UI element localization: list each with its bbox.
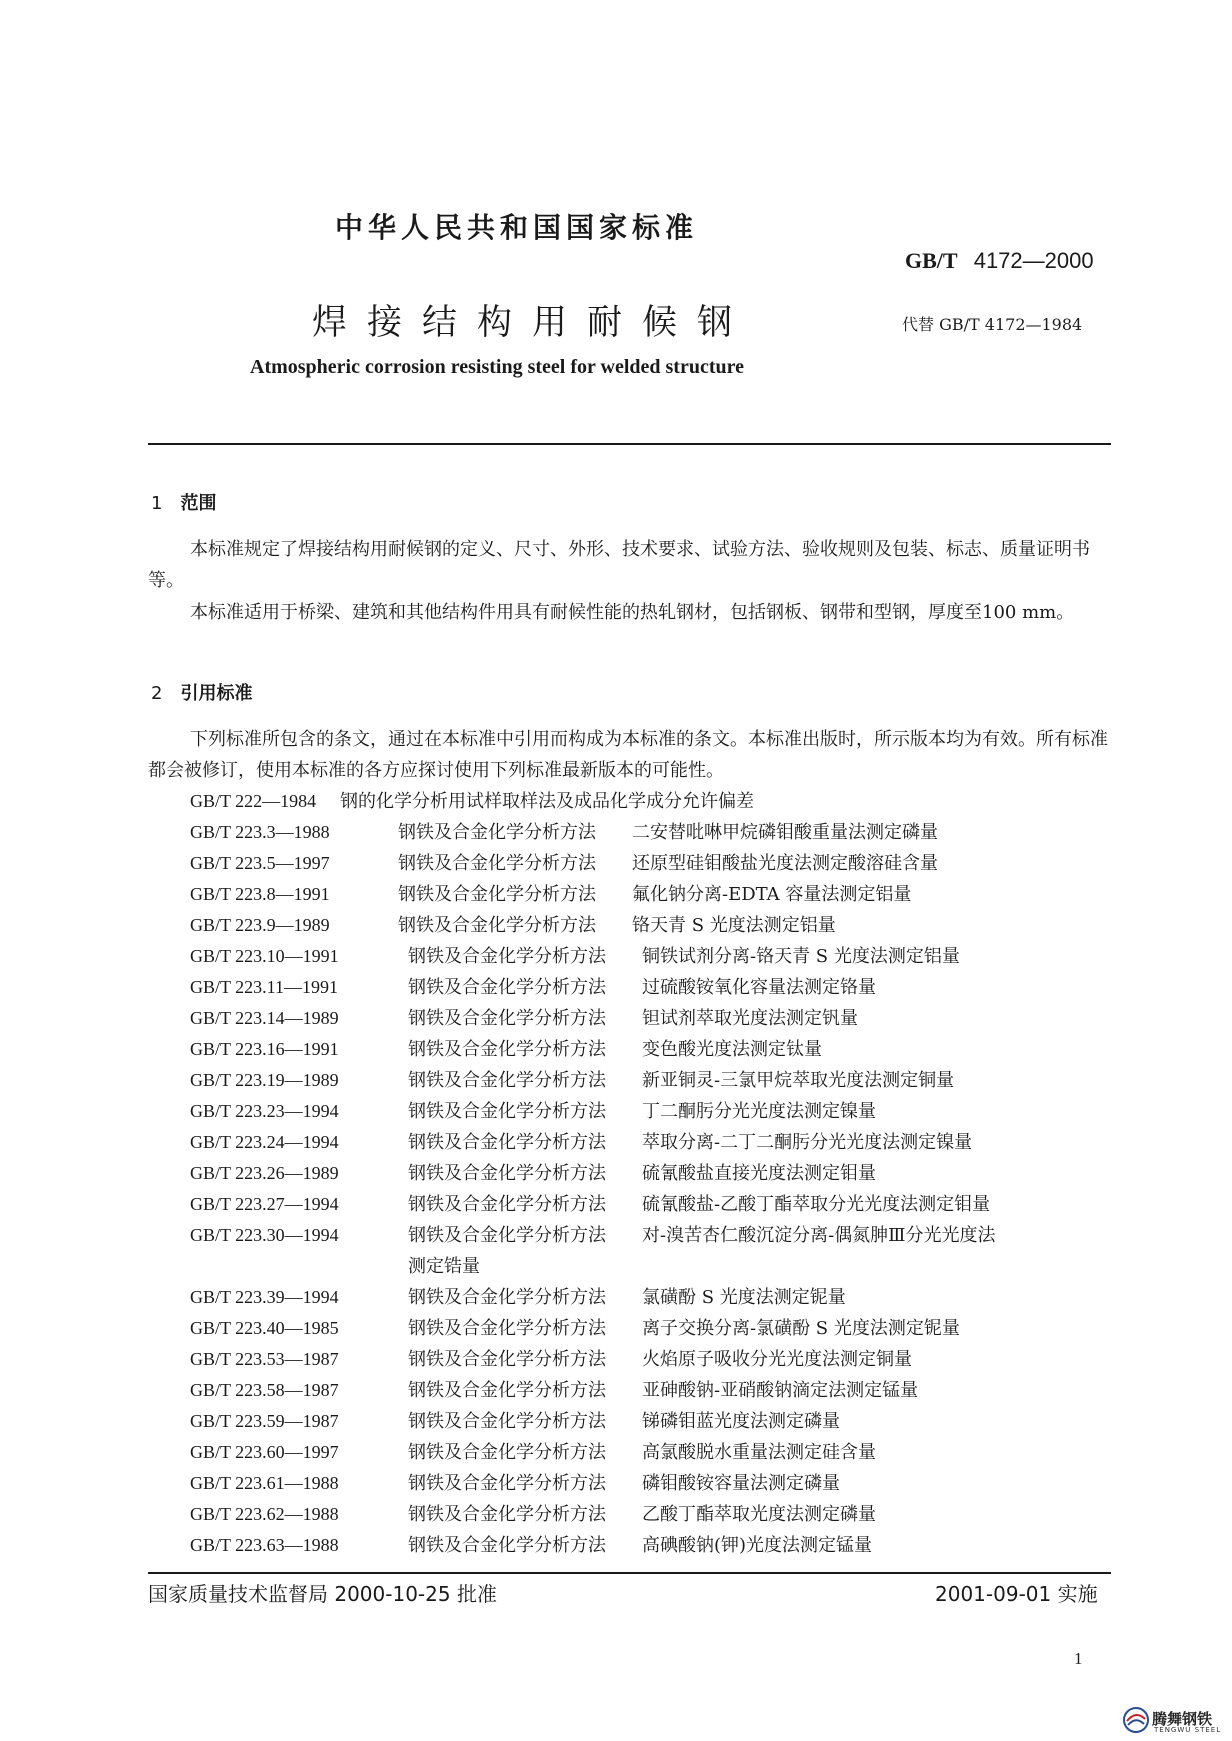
reference-category: 钢铁及合金化学分析方法 <box>408 1349 606 1370</box>
reference-method: 对-溴苦杏仁酸沉淀分离-偶氮胂Ⅲ分光光度法 <box>642 1225 996 1246</box>
reference-method: 铬天青 S 光度法测定铝量 <box>632 915 836 936</box>
reference-method: 新亚铜灵-三氯甲烷萃取光度法测定铜量 <box>642 1070 955 1091</box>
reference-item <box>190 1313 1110 1344</box>
logo-name-en: TENGWU STEEL <box>1154 1726 1222 1734</box>
reference-item <box>190 879 1110 910</box>
page-number: 1 <box>1074 1649 1083 1668</box>
reference-method: 氟化钠分离-EDTA 容量法测定铝量 <box>632 884 912 905</box>
reference-code: GB/T 223.60—1997 <box>190 1442 339 1462</box>
footer-divider <box>148 1572 1111 1574</box>
reference-method: 还原型硅钼酸盐光度法测定酸溶硅含量 <box>632 853 938 874</box>
reference-category: 钢铁及合金化学分析方法 <box>408 1101 606 1122</box>
reference-item <box>190 941 1110 972</box>
reference-item <box>190 972 1110 1003</box>
standard-number <box>905 248 1094 274</box>
reference-method: 铜铁试剂分离-铬天青 S 光度法测定铝量 <box>642 946 960 967</box>
reference-category: 钢铁及合金化学分析方法 <box>398 822 596 843</box>
reference-category: 钢铁及合金化学分析方法 <box>398 853 596 874</box>
reference-category: 钢的化学分析用试样取样法及成品化学成分允许偏差 <box>340 791 754 812</box>
reference-item <box>190 1158 1110 1189</box>
publisher-logo <box>1122 1706 1227 1736</box>
reference-method: 丁二酮肟分光光度法测定镍量 <box>642 1101 876 1122</box>
reference-method: 离子交换分离-氯磺酚 S 光度法测定铌量 <box>642 1318 960 1339</box>
reference-code: GB/T 223.11—1991 <box>190 977 339 997</box>
reference-code: GB/T 223.19—1989 <box>190 1070 339 1090</box>
document-title-en: Atmospheric corrosion resisting steel for welded structure <box>250 356 744 378</box>
section-number: 1 <box>151 493 163 514</box>
reference-method: 硫氰酸盐-乙酸丁酯萃取分光光度法测定钼量 <box>642 1194 991 1215</box>
reference-method: 高氯酸脱水重量法测定硅含量 <box>642 1442 876 1463</box>
reference-item <box>190 1406 1110 1437</box>
reference-code: GB/T 223.27—1994 <box>190 1194 339 1214</box>
reference-item <box>190 848 1110 879</box>
reference-category: 钢铁及合金化学分析方法 <box>408 1163 606 1184</box>
reference-code: GB/T 223.10—1991 <box>190 946 339 966</box>
reference-method: 氯磺酚 S 光度法测定铌量 <box>642 1287 846 1308</box>
reference-method: 火焰原子吸收分光光度法测定铜量 <box>642 1349 912 1370</box>
reference-continuation: 测定锆量 <box>408 1256 480 1277</box>
reference-item <box>190 1344 1110 1375</box>
reference-category: 钢铁及合金化学分析方法 <box>408 1318 606 1339</box>
reference-item <box>190 910 1110 941</box>
reference-code: GB/T 223.53—1987 <box>190 1349 339 1369</box>
reference-method: 锑磷钼蓝光度法测定磷量 <box>642 1411 840 1432</box>
reference-item <box>190 1499 1110 1530</box>
approval-note: 国家质量技术监督局 2000-10-25 批准 <box>148 1582 497 1606</box>
reference-item <box>190 1096 1110 1127</box>
reference-method: 二安替吡啉甲烷磷钼酸重量法测定磷量 <box>632 822 938 843</box>
reference-item <box>190 1065 1110 1096</box>
section-title: 范围 <box>180 493 217 514</box>
reference-method: 乙酸丁酯萃取光度法测定磷量 <box>642 1504 876 1525</box>
section-number: 2 <box>151 683 163 704</box>
reference-category: 钢铁及合金化学分析方法 <box>408 1504 606 1525</box>
reference-category: 钢铁及合金化学分析方法 <box>408 1442 606 1463</box>
reference-category: 钢铁及合金化学分析方法 <box>408 1473 606 1494</box>
national-standard-heading: 中华人民共和国国家标准 <box>335 211 699 244</box>
reference-item <box>190 1375 1110 1406</box>
reference-method: 高碘酸钠(钾)光度法测定锰量 <box>642 1535 873 1556</box>
header-divider <box>148 443 1111 445</box>
reference-method: 萃取分离-二丁二酮肟分光光度法测定镍量 <box>642 1132 973 1153</box>
reference-category: 钢铁及合金化学分析方法 <box>408 1194 606 1215</box>
reference-category: 钢铁及合金化学分析方法 <box>408 1070 606 1091</box>
implementation-date: 2001-09-01 实施 <box>935 1582 1098 1606</box>
reference-category: 钢铁及合金化学分析方法 <box>408 1287 606 1308</box>
reference-code: GB/T 223.63—1988 <box>190 1535 339 1555</box>
reference-category: 钢铁及合金化学分析方法 <box>408 1008 606 1029</box>
reference-code: GB/T 223.5—1997 <box>190 853 330 873</box>
reference-code: GB/T 222—1984 <box>190 791 317 811</box>
reference-category: 钢铁及合金化学分析方法 <box>408 946 606 967</box>
reference-code: GB/T 223.39—1994 <box>190 1287 339 1307</box>
reference-category: 钢铁及合金化学分析方法 <box>408 1225 606 1246</box>
logo-name-cn: 腾舞钢铁 <box>1152 1710 1213 1728</box>
reference-code: GB/T 223.40—1985 <box>190 1318 339 1338</box>
section-2-heading <box>151 679 252 705</box>
reference-method: 硫氰酸盐直接光度法测定钼量 <box>642 1163 876 1184</box>
section-title: 引用标准 <box>180 683 253 704</box>
reference-method: 变色酸光度法测定钛量 <box>642 1039 822 1060</box>
reference-method: 过硫酸铵氧化容量法测定铬量 <box>642 977 876 998</box>
reference-item <box>190 1282 1110 1313</box>
reference-method: 亚砷酸钠-亚硝酸钠滴定法测定锰量 <box>642 1380 919 1401</box>
reference-item <box>190 1189 1110 1220</box>
reference-category: 钢铁及合金化学分析方法 <box>408 1039 606 1060</box>
logo-icon <box>1122 1706 1150 1734</box>
reference-code: GB/T 223.62—1988 <box>190 1504 339 1524</box>
reference-item <box>190 1127 1110 1158</box>
section-1-paragraph-1: 本标准规定了焊接结构用耐候钢的定义、尺寸、外形、技术要求、试验方法、验收规则及包装、标志、质量证明书等。 <box>148 539 1090 591</box>
reference-code: GB/T 223.16—1991 <box>190 1039 339 1059</box>
reference-category: 钢铁及合金化学分析方法 <box>398 884 596 905</box>
reference-category: 钢铁及合金化学分析方法 <box>408 1380 606 1401</box>
reference-code: GB/T 223.30—1994 <box>190 1225 339 1245</box>
reference-category: 钢铁及合金化学分析方法 <box>398 915 596 936</box>
reference-item <box>190 1437 1110 1468</box>
reference-code: GB/T 223.58—1987 <box>190 1380 339 1400</box>
document-title-cn: 焊接结构用耐候钢 <box>312 303 753 343</box>
reference-item <box>190 1530 1110 1561</box>
reference-category: 钢铁及合金化学分析方法 <box>408 1535 606 1556</box>
reference-method: 磷钼酸铵容量法测定磷量 <box>642 1473 840 1494</box>
standard-code: 4172—2000 <box>973 248 1094 273</box>
reference-code: GB/T 223.14—1989 <box>190 1008 339 1028</box>
reference-item <box>190 786 1110 817</box>
replaces-note: 代替 GB/T 4172—1984 <box>902 315 1083 334</box>
reference-code: GB/T 223.24—1994 <box>190 1132 339 1152</box>
reference-category: 钢铁及合金化学分析方法 <box>408 1132 606 1153</box>
reference-category: 钢铁及合金化学分析方法 <box>408 1411 606 1432</box>
section-2-intro: 下列标准所包含的条文，通过在本标准中引用而构成为本标准的条文。本标准出版时，所示版本均为有效。所有标准都会被修订，使用本标准的各方应探讨使用下列标准最新版本的可能性。 <box>148 729 1108 781</box>
reference-item <box>190 1003 1110 1034</box>
reference-item <box>190 1220 1110 1251</box>
reference-category: 钢铁及合金化学分析方法 <box>408 977 606 998</box>
reference-code: GB/T 223.8—1991 <box>190 884 330 904</box>
reference-list <box>190 786 1110 1566</box>
reference-code: GB/T 223.3—1988 <box>190 822 330 842</box>
reference-code: GB/T 223.59—1987 <box>190 1411 339 1431</box>
reference-code: GB/T 223.23—1994 <box>190 1101 339 1121</box>
reference-code: GB/T 223.9—1989 <box>190 915 330 935</box>
section-1-paragraph-2: 本标准适用于桥梁、建筑和其他结构件用具有耐候性能的热轧钢材，包括钢板、钢带和型钢，厚度至100 mm。 <box>190 602 1075 623</box>
reference-item <box>190 817 1110 848</box>
reference-item <box>190 1034 1110 1065</box>
reference-code: GB/T 223.26—1989 <box>190 1163 339 1183</box>
standard-prefix: GB/T <box>905 248 958 273</box>
section-1-heading <box>151 489 216 515</box>
reference-code: GB/T 223.61—1988 <box>190 1473 339 1493</box>
reference-method: 钽试剂萃取光度法测定钒量 <box>642 1008 858 1029</box>
reference-item <box>190 1468 1110 1499</box>
